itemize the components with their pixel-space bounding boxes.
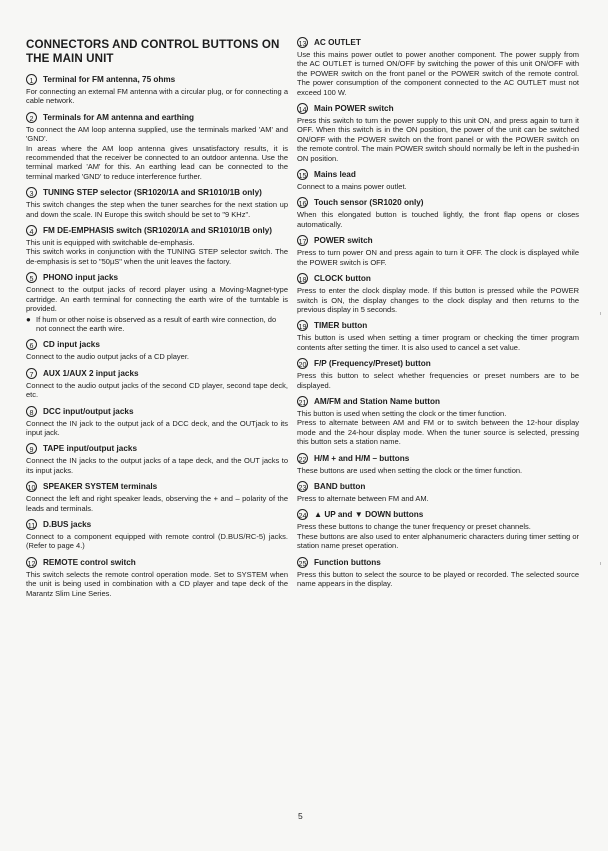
section-9 <box>26 444 288 475</box>
item-number: 17 <box>298 237 307 247</box>
section-text: This unit is equipped with switchable de-emphasis. <box>26 238 195 248</box>
section-title: Terminal for FM antenna, 75 ohms <box>43 75 176 84</box>
item-number: 4 <box>26 225 37 236</box>
section-2 <box>26 113 288 181</box>
item-number: 18 <box>298 275 307 285</box>
item-number: 6 <box>26 339 37 350</box>
section-title: POWER switch <box>314 236 373 246</box>
section-text: To connect the AM loop antenna supplied, use the terminals marked 'AM' and 'GND'. <box>26 124 288 144</box>
section-text: This switch changes the step when the tuner searches for the next station up and down the scale. IN Europe this switch should be set to "9 KHz". <box>26 200 288 219</box>
section-text: Connect to a component equipped with remote control (D.BUS/RC-5) jacks. (Refer to page 4.) <box>26 531 288 551</box>
item-number: 10 <box>27 483 36 493</box>
section-title: SPEAKER SYSTEM terminals <box>43 482 158 492</box>
section-title: FM DE-EMPHASIS switch (SR1020/1A and SR1010/1B only) <box>43 226 273 236</box>
section-text: Press to alternate between AM and FM or to switch between the 12-hour display mode and the 24-hour display mode. When the tuner source is selected, pressing this button sets a station name. <box>297 418 579 447</box>
item-number: 9 <box>26 443 37 454</box>
section-text: This button is used when setting the clock or the timer function. <box>297 408 507 418</box>
item-number: 2 <box>26 112 37 123</box>
section-11 <box>26 520 288 551</box>
section-text: Connect to a mains power outlet. <box>297 182 407 192</box>
section-12 <box>26 558 288 598</box>
section-7 <box>26 369 288 400</box>
section-title: Touch sensor (SR1020 only) <box>314 198 424 208</box>
section-text: This button is used when setting a timer program or checking the timer program contents after setting the timer. It is also used to cancel a set value. <box>297 333 579 352</box>
section-22 <box>297 454 579 475</box>
section-text: Connect to the audio output jacks of the second CD player, second tape deck, etc. <box>26 380 288 400</box>
section-5 <box>26 273 288 333</box>
section-text: Press this button to select the source to be played or recorded. The selected source name appears in the display. <box>297 569 579 588</box>
section-25 <box>297 558 579 589</box>
section-title: TAPE input/output jacks <box>43 444 138 454</box>
section-title: Terminals for AM antenna and earthing <box>43 112 195 122</box>
section-title: AC OUTLET <box>314 38 361 47</box>
section-title: TIMER button <box>314 321 368 331</box>
section-text: Press to enter the clock display mode. If this button is pressed while the POWER switch is ON, the display changes to the clock display and then returns to the previous display in 5 seconds. <box>297 286 579 314</box>
item-number: 22 <box>298 454 307 464</box>
section-text: Press to alternate between FM and AM. <box>297 493 429 503</box>
margin-tick <box>600 562 601 565</box>
section-title: REMOTE control switch <box>43 557 136 567</box>
section-title: F/P (Frequency/Preset) button <box>314 359 431 369</box>
section-title: D.BUS jacks <box>43 519 92 529</box>
section-text: Connect to the audio output jacks of a CD player. <box>26 352 190 362</box>
section-13 <box>297 38 579 97</box>
section-title: TUNING STEP selector (SR1020/1A and SR1010/1B only) <box>43 188 262 198</box>
section-text: In areas where the AM loop antenna gives unsatisfactory results, it is recommended that the receiver be connected to an outdoor antenna. Use the terminal marked 'AM' for this. An earthing lead can be connected to the terminal marked 'GND' to reduce interference further. <box>26 143 288 181</box>
item-number: 23 <box>298 482 307 492</box>
item-number: 24 <box>298 511 307 521</box>
section-text: Connect the IN jack to the output jack of a DCC deck, and the OUTjack to its input jack. <box>26 418 288 437</box>
section-8 <box>26 407 288 438</box>
section-title: Function buttons <box>314 557 381 567</box>
section-4 <box>26 226 288 266</box>
page-number: 5 <box>298 811 303 821</box>
section-16 <box>297 198 579 229</box>
item-number: 15 <box>298 171 307 181</box>
item-number: 8 <box>26 406 37 417</box>
item-number: 21 <box>298 397 307 407</box>
section-6 <box>26 340 288 361</box>
item-number: 11 <box>27 520 36 530</box>
margin-tick <box>600 312 601 315</box>
section-text: Connect the left and right speaker leads, observing the + and – polarity of the leads and terminals. <box>26 494 288 513</box>
item-number: 3 <box>26 187 37 198</box>
item-number: 5 <box>26 272 37 283</box>
section-19 <box>297 321 579 352</box>
section-1 <box>26 75 288 106</box>
section-title: CLOCK button <box>314 274 371 284</box>
section-text: For connecting an external FM antenna with a circular plug, or for connecting a cable network. <box>26 87 288 106</box>
item-number: 7 <box>26 368 37 379</box>
section-title: Mains lead <box>314 170 356 180</box>
note-text: If hum or other noise is observed as a result of earth wire connection, do not connect the earth wire. <box>36 314 277 333</box>
left-column <box>26 38 288 605</box>
bullet-icon: ● <box>26 314 31 324</box>
section-10 <box>26 482 288 513</box>
item-number: 20 <box>298 360 307 370</box>
section-title: AM/FM and Station Name button <box>314 396 440 406</box>
section-17 <box>297 236 579 267</box>
item-number: 13 <box>298 39 307 48</box>
page-title: CONNECTORS AND CONTROL BUTTONS ON THE MAIN UNIT <box>26 38 280 65</box>
item-number: 19 <box>298 322 307 332</box>
section-3 <box>26 188 288 219</box>
section-text: Press this button to select whether frequencies or preset numbers are to be displayed. <box>297 371 579 390</box>
section-title: DCC input/output jacks <box>43 406 134 416</box>
section-20 <box>297 359 579 390</box>
section-title: H/M + and H/M – buttons <box>314 453 410 463</box>
item-number: 16 <box>298 199 307 209</box>
section-text: This switch selects the remote control operation mode. Set to SYSTEM when the unit is being used in combination with a CD player and tape deck of the Marantz Slim Line Series. <box>26 569 288 598</box>
section-title: Main POWER switch <box>314 104 394 114</box>
section-title: CD input jacks <box>43 340 100 350</box>
section-title: BAND button <box>314 481 366 491</box>
section-18 <box>297 274 579 314</box>
section-text: This switch works in conjunction with the TUNING STEP selector switch. The de-emphasis is set to "50µS" when the unit leaves the factory. <box>26 247 288 266</box>
item-number: 14 <box>298 105 307 115</box>
section-title: AUX 1/AUX 2 input jacks <box>43 368 139 378</box>
section-title: PHONO input jacks <box>43 273 119 283</box>
item-number: 25 <box>298 558 307 568</box>
section-21 <box>297 397 579 447</box>
section-text: Connect the IN jacks to the output jacks of a tape deck, and the OUT jacks to its input jacks. <box>26 456 288 475</box>
section-24 <box>297 510 579 550</box>
section-text: These buttons are also used to enter alphanumeric characters during timer setting or station name preset operation. <box>297 531 579 551</box>
section-text: Press these buttons to change the tuner frequency or preset channels. <box>297 522 531 532</box>
item-number: 12 <box>27 558 36 568</box>
item-number: 1 <box>26 74 37 85</box>
section-23 <box>297 482 579 503</box>
section-title: ▲ UP and ▼ DOWN buttons <box>314 510 424 520</box>
section-14 <box>297 104 579 163</box>
section-15 <box>297 170 579 191</box>
right-column <box>297 38 579 595</box>
section-text: Press this switch to turn the power supply to this unit ON, and press again to turn it OFF. When this switch is in the ON position, the power of the unit can be switched ON/OFF with the POWER switch on the front panel or with the POWER switch on the remote control. The main POWER switch should normally be left in the pushed-in ON position. <box>297 116 579 163</box>
note <box>26 315 288 334</box>
section-text: Press to turn power ON and press again to turn it OFF. The clock is displayed while the POWER switch is OFF. <box>297 248 579 267</box>
section-text: When this elongated button is touched lightly, the front flap opens or closes automatically. <box>297 210 579 229</box>
section-text: Connect to the output jacks of record player using a Moving-Magnet-type cartridge. An earth terminal for connecting the earth wire of the turntable is provided. <box>26 285 288 314</box>
section-text: Use this mains power outlet to power another component. The power supply from the AC OUTLET is turned ON/OFF by switching the power of this unit ON/OFF with the POWER switch on the front panel or the POWER switch of the remote control. The power consumption of the component connected to the AC OUTLET must not exceed 100 W. <box>297 50 579 97</box>
section-text: These buttons are used when setting the clock or the timer function. <box>297 465 523 475</box>
